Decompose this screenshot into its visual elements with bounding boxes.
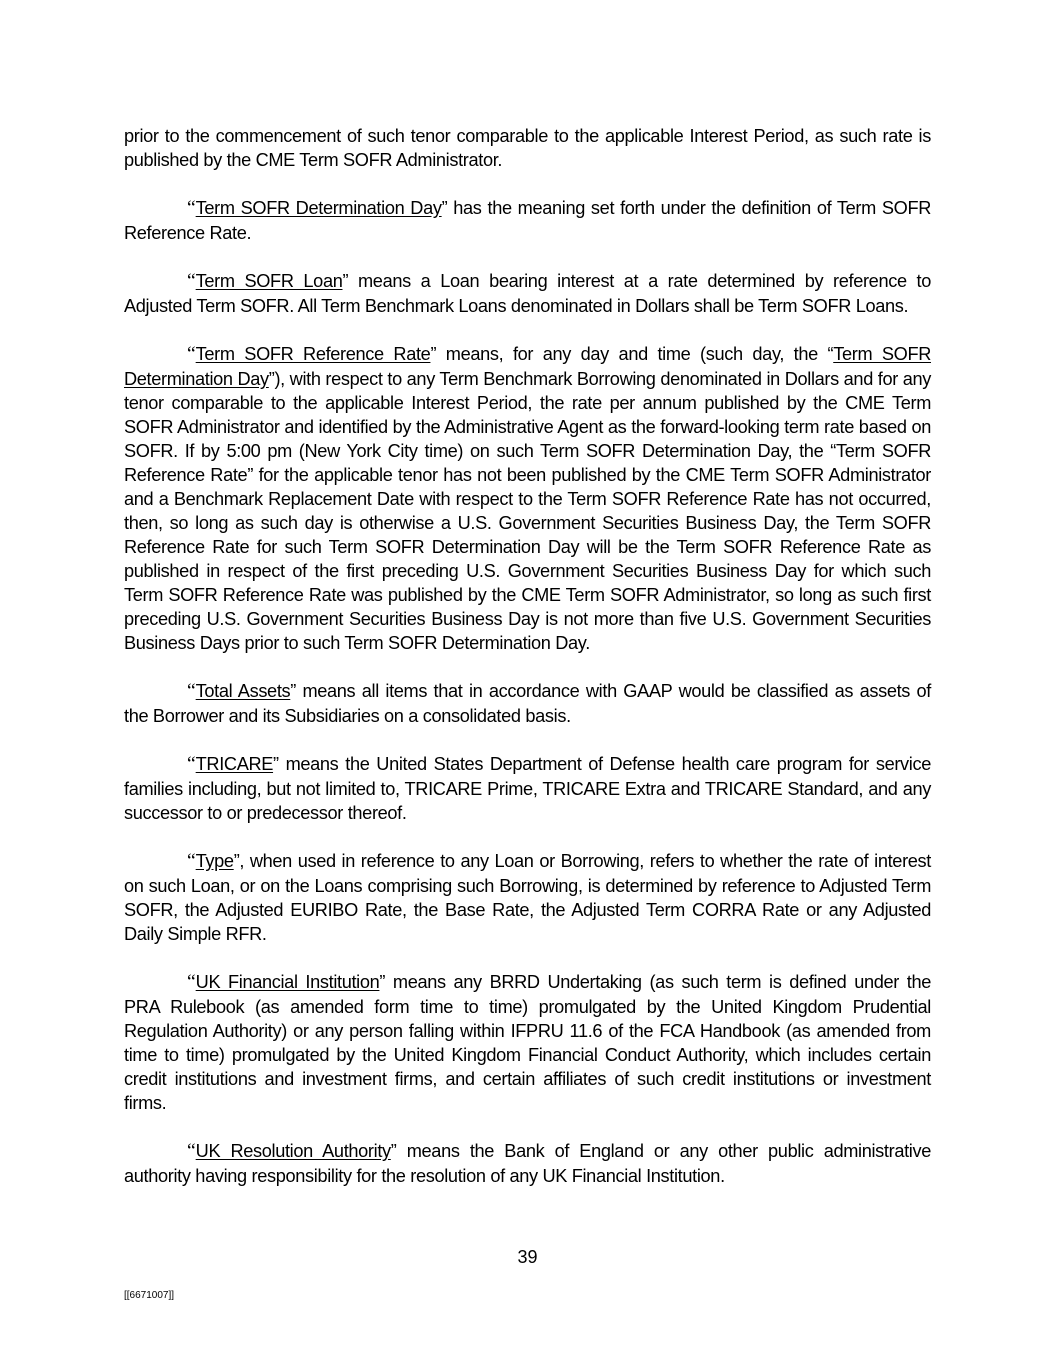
defined-term: Term SOFR Reference Rate [195, 344, 431, 364]
open-quote: “ [187, 1141, 196, 1162]
definition-text: ” means any BRRD Undertaking (as such term is defined under the PRA Rulebook (as amended form time to time) promulgated by the United Kingdom Prudential Regulation Authority) or any person falling within IFPRU 11.6 of the FCA Handbook (as amended from time to time) promulgated by the United Kingdom Financial Conduct Authority, which includes certain credit institutions and investment firms, and certain affiliates of such credit institutions or investment firms. [124, 972, 931, 1113]
definition-text-part-2: ”), with respect to any Term Benchmark Borrowing denominated in Dollars and for any tenor comparable to the applicable Interest Period, the rate per annum published by the CME Term SOFR Administrator and identified by the Administrative Agent as the forward-looking term rate based on SOFR. If by 5:00 pm (New York City time) on such Term SOFR Determination Day, the “Term SOFR Reference Rate” for the applicable tenor has not been published by the CME Term SOFR Administrator and a Benchmark Replacement Date with respect to the Term SOFR Reference Rate has not occurred, then, so long as such day is otherwise a U.S. Government Securities Business Day, the Term SOFR Reference Rate for such Term SOFR Determination Day will be the Term SOFR Reference Rate as published in respect of the first preceding U.S. Government Securities Business Day for which such Term SOFR Reference Rate was published by the CME Term SOFR Administrator, so long as such first preceding U.S. Government Securities Business Day is not more than five U.S. Government Securities Business Days prior to such Term SOFR Determination Day. [124, 369, 931, 653]
defined-term: Type [195, 851, 234, 871]
page-number: 39 [517, 1247, 538, 1267]
continuation-text: prior to the commencement of such tenor comparable to the applicable Interest Period, as such rate is published by the CME Term SOFR Administrator. [124, 126, 931, 170]
definition-term-sofr-reference-rate [124, 342, 931, 655]
open-quote: “ [187, 271, 196, 292]
open-quote: “ [187, 681, 196, 702]
definition-text: ” has the meaning set forth under the definition of Term SOFR Reference Rate. [124, 198, 931, 243]
defined-term: Term SOFR Determination Day [195, 198, 442, 218]
defined-term: UK Financial Institution [195, 972, 380, 992]
open-quote: “ [187, 851, 196, 872]
definition-text: ” means the United States Department of Defense health care program for service families including, but not limited to, TRICARE Prime, TRICARE Extra and TRICARE Standard, and any successor to or predecessor thereof. [124, 754, 931, 823]
inner-defined-term: Term SOFR Determination Day [124, 344, 931, 389]
defined-term: UK Resolution Authority [195, 1141, 391, 1161]
definition-text: ” means all items that in accordance with GAAP would be classified as assets of the Borrower and its Subsidiaries on a consolidated basis. [124, 681, 931, 726]
open-quote: “ [187, 972, 196, 993]
definition-total-assets [124, 679, 931, 728]
definition-term-sofr-determination-day [124, 196, 931, 245]
definition-text: ”, when used in reference to any Loan or Borrowing, refers to whether the rate of interest on such Loan, or on the Loans comprising such Borrowing, is determined by reference to Adjusted Term SOFR, the Adjusted EURIBO Rate, the Base Rate, the Adjusted Term CORRA Rate or any Adjusted Daily Simple RFR. [124, 851, 931, 944]
document-id: [[6671007]] [124, 1290, 175, 1301]
definition-text: ” means the Bank of England or any other public administrative authority having responsibility for the resolution of any UK Financial Institution. [124, 1141, 931, 1186]
continuation-paragraph [124, 124, 931, 172]
definition-term-sofr-loan [124, 269, 931, 318]
open-quote: “ [187, 198, 196, 219]
definition-text: ” means a Loan bearing interest at a rate determined by reference to Adjusted Term SOFR. All Term Benchmark Loans denominated in Dollars shall be Term SOFR Loans. [124, 271, 931, 316]
open-quote: “ [187, 754, 196, 775]
definition-type [124, 849, 931, 946]
document-body [124, 124, 931, 1212]
defined-term: Total Assets [195, 681, 291, 701]
definition-uk-resolution-authority [124, 1139, 931, 1188]
open-quote: “ [187, 344, 196, 365]
definition-tricare [124, 752, 931, 825]
definition-uk-financial-institution [124, 970, 931, 1115]
definition-text-part-1: ” means, for any day and time (such day, the “ [430, 344, 834, 364]
defined-term: TRICARE [195, 754, 274, 774]
defined-term: Term SOFR Loan [195, 271, 343, 291]
